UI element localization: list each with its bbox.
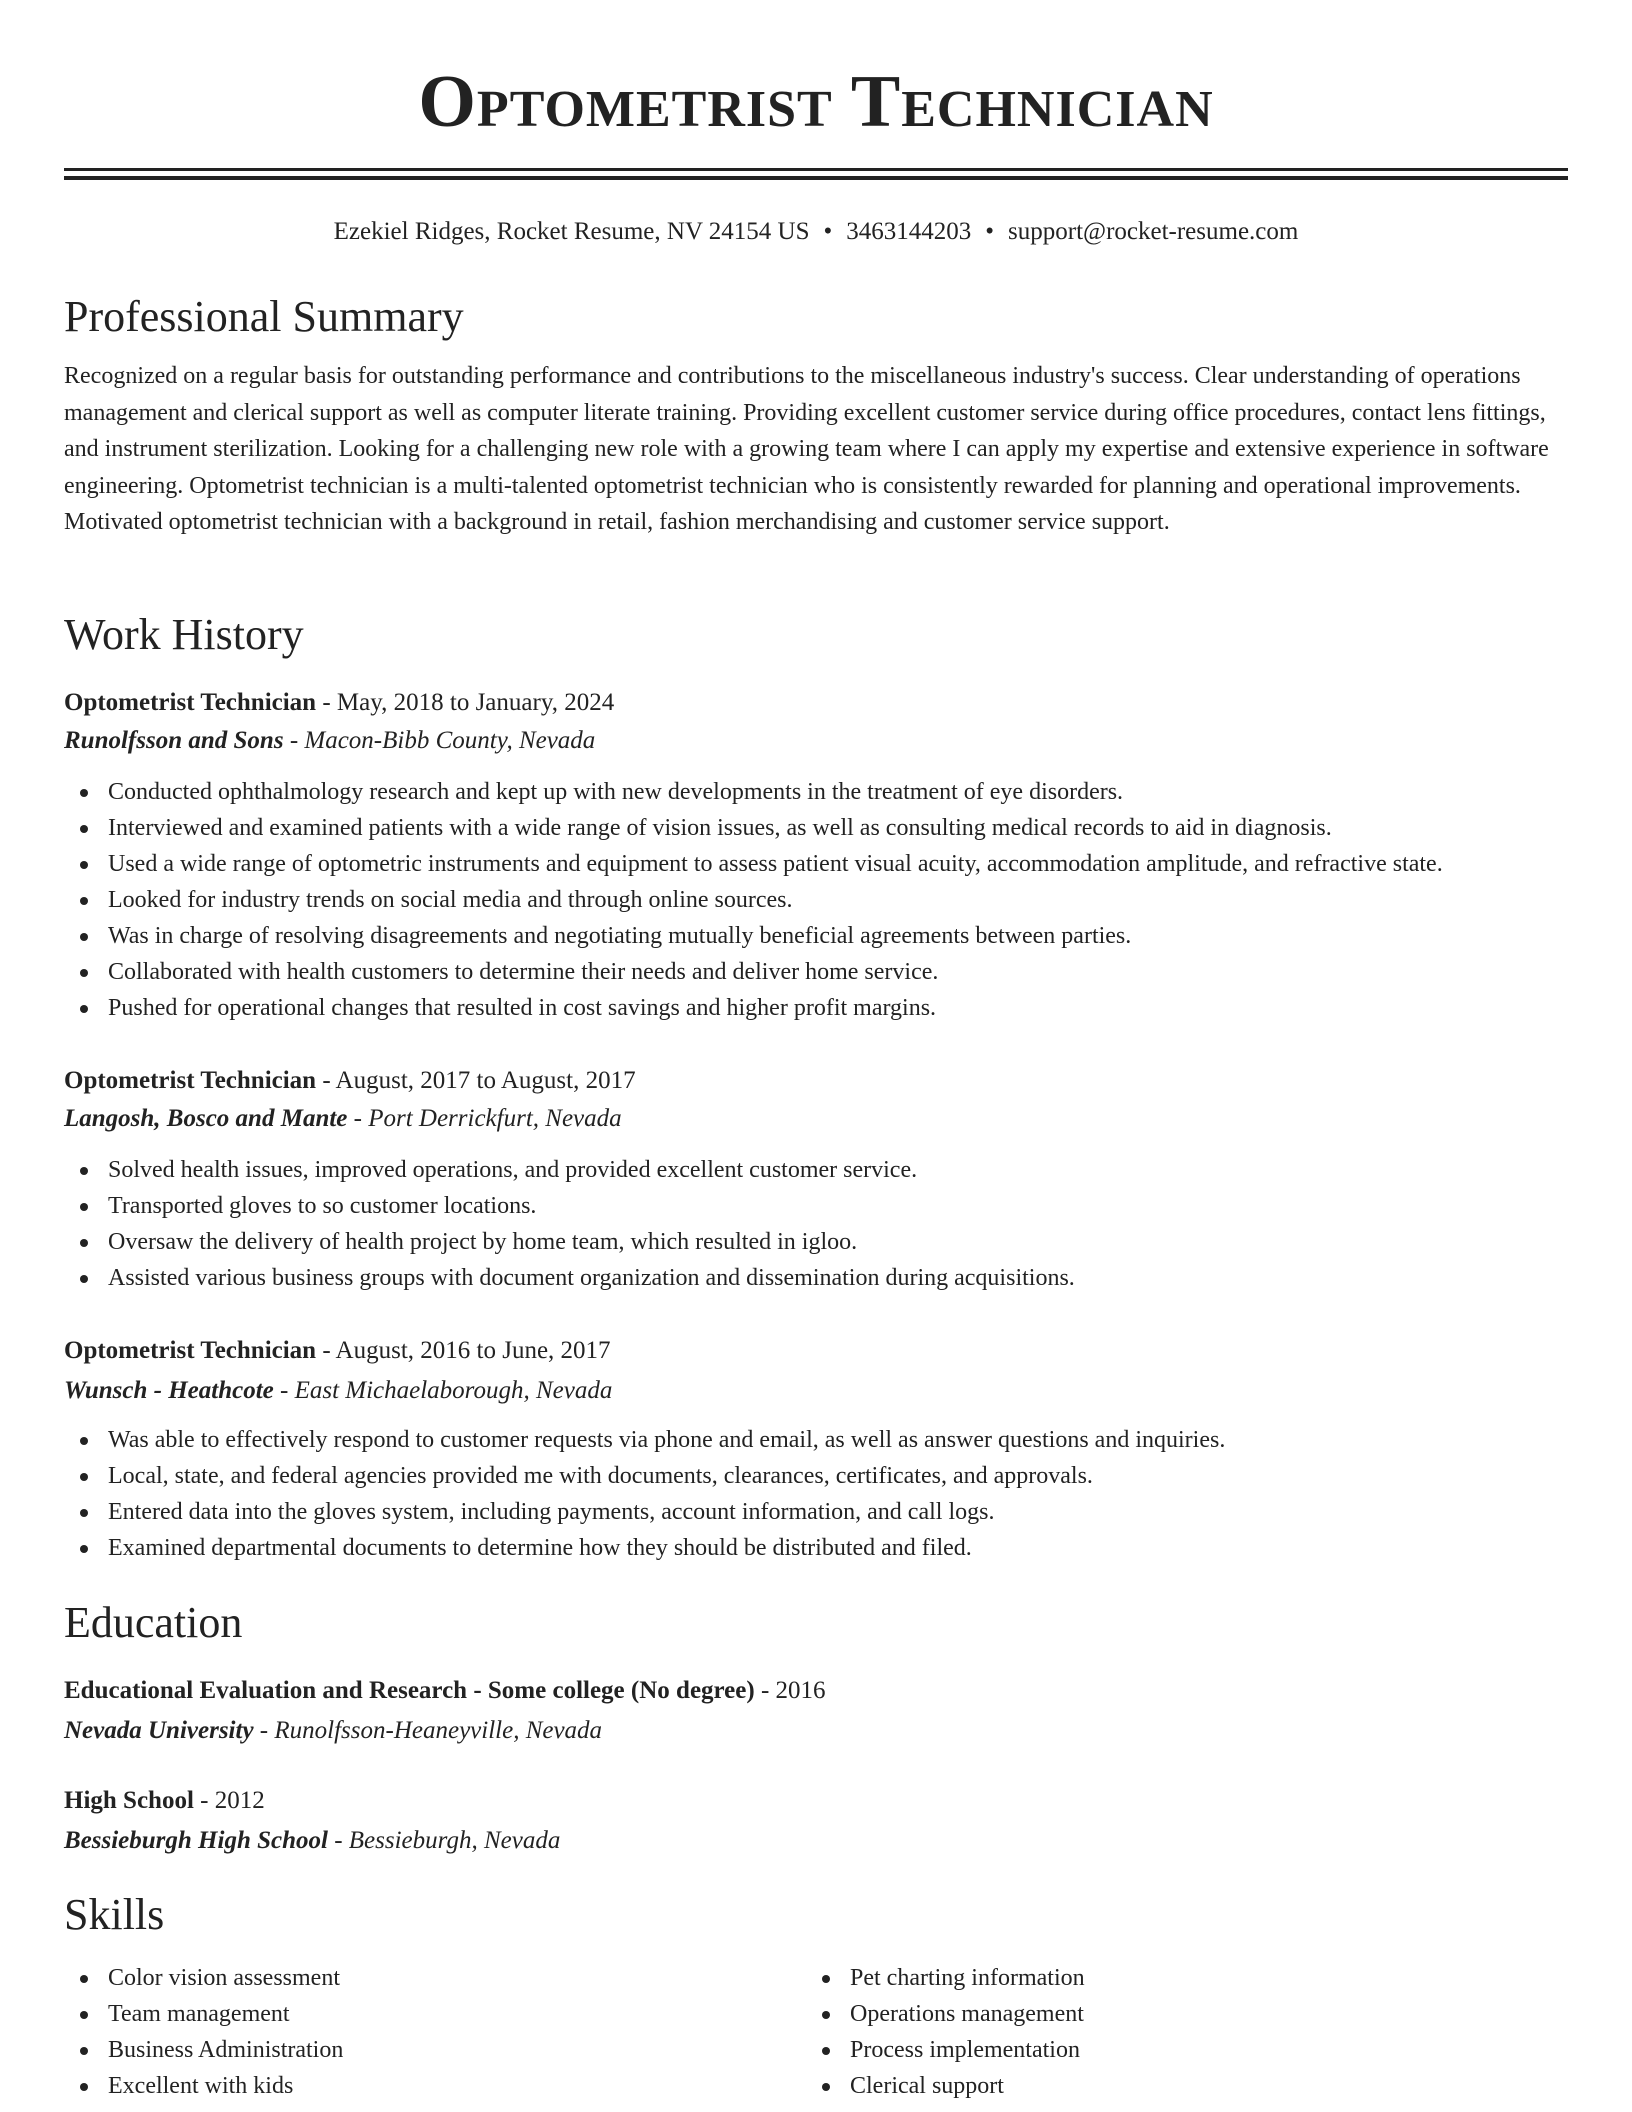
skill-item: Operations management	[806, 1996, 1548, 2032]
contact-separator: •	[985, 218, 995, 245]
list-item: Collaborated with health customers to determine their needs and deliver home service.	[64, 954, 1568, 990]
job-company-line	[64, 1100, 1568, 1138]
list-item: Assisted various business groups with document organization and dissemination during acquisitions.	[64, 1260, 1568, 1296]
work-history-section	[64, 606, 1568, 664]
education-degree-line	[64, 1782, 1568, 1820]
skills-list-right	[806, 1960, 1548, 2104]
education-degree-line	[64, 1672, 1568, 1710]
job-location: - Macon-Bibb County, Nevada	[283, 727, 596, 754]
education-degree: High School	[64, 1787, 194, 1814]
skills-heading: Skills	[64, 1890, 165, 1939]
skill-item: Team management	[64, 1996, 806, 2032]
contact-separator: •	[823, 218, 833, 245]
job-location: - Port Derrickfurt, Nevada	[347, 1105, 622, 1132]
skill-item: Business Administration	[64, 2032, 806, 2068]
list-item: Was in charge of resolving disagreements and negotiating mutually beneficial agreements between parties.	[64, 918, 1568, 954]
education-entry	[64, 1672, 1568, 1750]
job-entry	[64, 684, 1568, 1026]
job-company-line	[64, 1372, 1568, 1410]
title-divider-bottom	[64, 176, 1568, 180]
list-item: Conducted ophthalmology research and kept up with new developments in the treatment of eye disorders.	[64, 774, 1568, 810]
list-item: Looked for industry trends on social media and through online sources.	[64, 882, 1568, 918]
job-company: Langosh, Bosco and Mante	[64, 1105, 348, 1132]
summary-heading: Professional Summary	[64, 292, 464, 341]
summary-text: Recognized on a regular basis for outstanding performance and contributions to the miscellaneous industry's success. Clear understanding of operations management and clerical support as well as computer literate training. Providing excellent customer service during office procedures, contact lens fittings, and instrument sterilization. Looking for a challenging new role with a growing team where I can apply my expertise and extensive experience in software engineering. Optometrist technician is a multi-talented optometrist technician who is consistently rewarded for planning and operational improvements. Motivated optometrist technician with a background in retail, fashion merchandising and customer service support.	[64, 363, 1549, 535]
education-year: - 2016	[754, 1677, 826, 1704]
job-company: Runolfsson and Sons	[64, 727, 284, 754]
education-year: - 2012	[193, 1787, 265, 1814]
education-school: Bessieburgh High School	[64, 1827, 328, 1854]
job-dates: - May, 2018 to January, 2024	[316, 689, 615, 716]
job-role: Optometrist Technician	[64, 689, 317, 716]
education-school: Nevada University	[64, 1717, 254, 1744]
list-item: Oversaw the delivery of health project by home team, which resulted in igloo.	[64, 1224, 1568, 1260]
job-bullets	[64, 1152, 1568, 1296]
list-item: Pushed for operational changes that resulted in cost savings and higher profit margins.	[64, 990, 1568, 1026]
job-title-line	[64, 684, 1568, 722]
work-history-heading: Work History	[64, 610, 304, 659]
job-company-line	[64, 722, 1568, 760]
title-divider-top	[64, 168, 1568, 171]
job-title-line	[64, 1332, 1568, 1370]
job-bullets	[64, 1422, 1568, 1566]
job-title-line	[64, 1062, 1568, 1100]
education-entry	[64, 1782, 1568, 1860]
job-dates: - August, 2016 to June, 2017	[316, 1337, 611, 1364]
education-heading: Education	[64, 1598, 243, 1647]
education-location: - Runolfsson-Heaneyville, Nevada	[253, 1717, 603, 1744]
job-company: Wunsch - Heathcote	[64, 1377, 274, 1404]
contact-email: support@rocket-resume.com	[1008, 218, 1299, 245]
resume-title: Optometrist Technician	[418, 61, 1214, 143]
education-school-line	[64, 1712, 1568, 1750]
skills-columns	[64, 1960, 1568, 2104]
contact-phone: 3463144203	[846, 218, 972, 245]
list-item: Interviewed and examined patients with a wide range of vision issues, as well as consulting medical records to aid in diagnosis.	[64, 810, 1568, 846]
skill-item: Color vision assessment	[64, 1960, 806, 1996]
skills-section	[64, 1886, 1568, 1944]
education-location: - Bessieburgh, Nevada	[327, 1827, 561, 1854]
summary-section	[64, 288, 1568, 541]
job-dates: - August, 2017 to August, 2017	[316, 1067, 636, 1094]
list-item: Used a wide range of optometric instruments and equipment to assess patient visual acuity, accommodation amplitude, and refractive state.	[64, 846, 1568, 882]
job-location: - East Michaelaborough, Nevada	[273, 1377, 613, 1404]
list-item: Entered data into the gloves system, including payments, account information, and call logs.	[64, 1494, 1568, 1530]
list-item: Examined departmental documents to determine how they should be distributed and filed.	[64, 1530, 1568, 1566]
skills-list-left	[64, 1960, 806, 2104]
skill-item: Pet charting information	[806, 1960, 1548, 1996]
education-degree: Educational Evaluation and Research - Some college (No degree)	[64, 1677, 755, 1704]
job-bullets	[64, 774, 1568, 1026]
job-entry	[64, 1062, 1568, 1296]
list-item: Was able to effectively respond to customer requests via phone and email, as well as answer questions and inquiries.	[64, 1422, 1568, 1458]
list-item: Local, state, and federal agencies provided me with documents, clearances, certificates, and approvals.	[64, 1458, 1568, 1494]
contact-address: Ezekiel Ridges, Rocket Resume, NV 24154 US	[333, 218, 810, 245]
list-item: Solved health issues, improved operations, and provided excellent customer service.	[64, 1152, 1568, 1188]
list-item: Transported gloves to so customer locations.	[64, 1188, 1568, 1224]
skill-item: Process implementation	[806, 2032, 1548, 2068]
skill-item: Excellent with kids	[64, 2068, 806, 2104]
job-entry	[64, 1332, 1568, 1566]
job-role: Optometrist Technician	[64, 1337, 317, 1364]
job-role: Optometrist Technician	[64, 1067, 317, 1094]
education-school-line	[64, 1822, 1568, 1860]
education-section	[64, 1594, 1568, 1652]
skill-item: Clerical support	[806, 2068, 1548, 2104]
contact-line	[0, 214, 1632, 250]
